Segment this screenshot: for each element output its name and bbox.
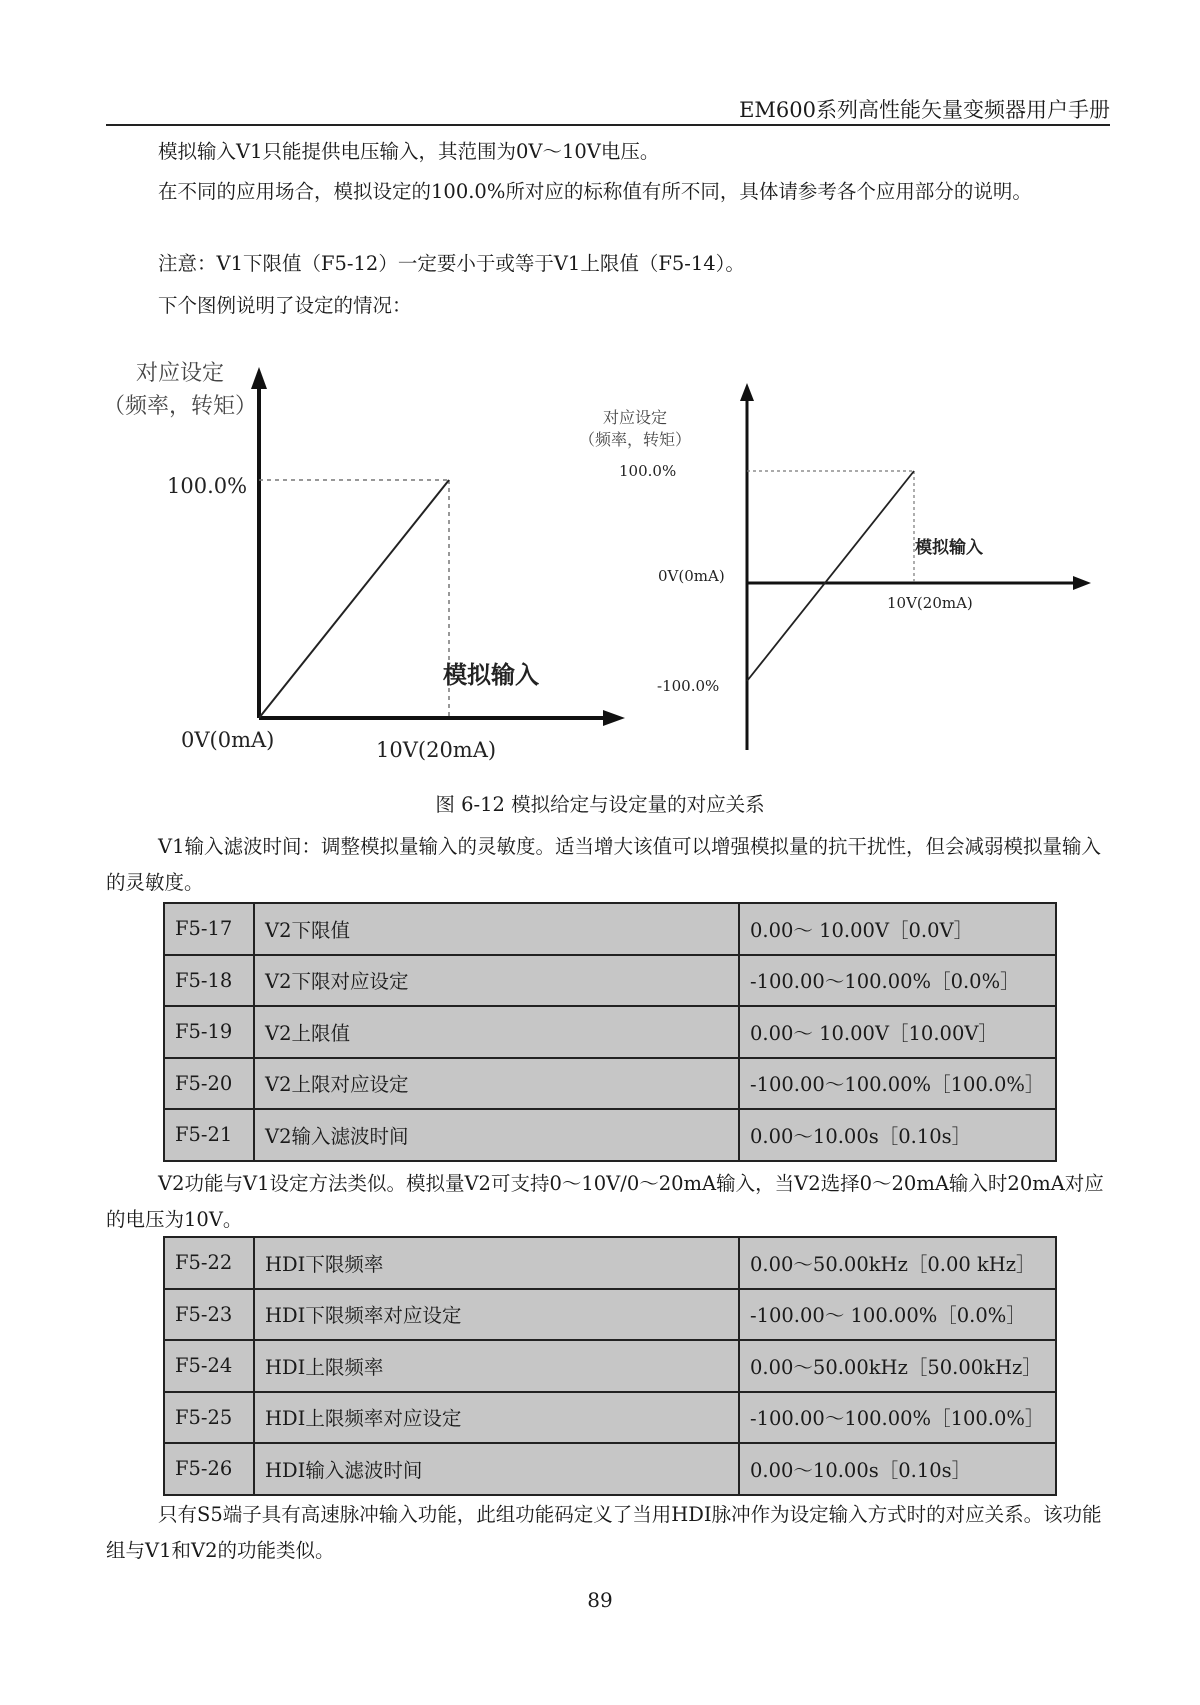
paragraph-nominal-value: 在不同的应用场合，模拟设定的100.0%所对应的标称值有所不同，具体请参考各个应用部分的说明。: [158, 180, 1032, 203]
figure-left: [103, 361, 625, 762]
param-range: -100.00～100.00%［100.0%］: [739, 1392, 1056, 1444]
param-range: 0.00～50.00kHz［50.00kHz］: [739, 1340, 1056, 1392]
table-row: [164, 1058, 1056, 1110]
v2-parameter-table: [163, 902, 1057, 1162]
table-row: [164, 1289, 1056, 1341]
param-range: 0.00～50.00kHz［0.00 kHz］: [739, 1237, 1056, 1289]
table-row: [164, 1109, 1056, 1161]
param-name: V2下限对应设定: [254, 955, 739, 1007]
param-name: V2上限对应设定: [254, 1058, 739, 1110]
paragraph-v1-range: 模拟输入V1只能提供电压输入，其范围为0V～10V电压。: [158, 140, 660, 163]
figure-caption: 图 6-12 模拟给定与设定量的对应关系: [435, 793, 765, 816]
param-range: 0.00～ 10.00V［0.0V］: [739, 903, 1056, 955]
table-row: [164, 903, 1056, 955]
param-code: F5-26: [164, 1443, 254, 1495]
table-row: [164, 1237, 1056, 1289]
figure-analog-mapping: [95, 361, 1105, 775]
table-row: [164, 1340, 1056, 1392]
param-name: HDI输入滤波时间: [254, 1443, 739, 1495]
param-code: F5-20: [164, 1058, 254, 1110]
table-row: [164, 955, 1056, 1007]
right-y-title-line2: （频率，转矩）: [578, 430, 692, 449]
param-name: HDI上限频率: [254, 1340, 739, 1392]
left-x-max-label: 10V(20mA): [376, 738, 497, 762]
left-x-min-label: 0V(0mA): [181, 728, 275, 752]
left-x-arrow: [603, 710, 625, 726]
right-y-min-label: -100.0%: [657, 677, 720, 695]
right-x-max-label: 10V(20mA): [887, 594, 973, 612]
hdi-parameter-table: [163, 1236, 1057, 1496]
paragraph-v1-filter: V1输入滤波时间：调整模拟量输入的灵敏度。适当增大该值可以增强模拟量的抗干扰性，但会减弱模拟量输入的灵敏度。: [106, 835, 1101, 894]
param-name: HDI下限频率: [254, 1237, 739, 1289]
left-y-max-label: 100.0%: [167, 474, 248, 498]
right-y-zero-label: 0V(0mA): [658, 567, 725, 585]
right-y-arrow: [740, 383, 754, 401]
left-y-title-line2: （频率，转矩）: [102, 394, 258, 419]
param-name: HDI上限频率对应设定: [254, 1392, 739, 1444]
table-row: [164, 1443, 1056, 1495]
right-mapping-line: [747, 471, 914, 681]
left-y-title-line1: 对应设定: [135, 361, 225, 386]
paragraph-hdi: 只有S5端子具有高速脉冲输入功能，此组功能码定义了当用HDI脉冲作为设定输入方式时的对应关系。该功能组与V1和V2的功能类似。: [106, 1503, 1102, 1562]
param-range: 0.00～10.00s［0.10s］: [739, 1109, 1056, 1161]
param-range: -100.00～100.00%［0.0%］: [739, 955, 1056, 1007]
param-code: F5-19: [164, 1006, 254, 1058]
param-name: HDI下限频率对应设定: [254, 1289, 739, 1341]
param-code: F5-23: [164, 1289, 254, 1341]
right-y-max-label: 100.0%: [619, 462, 677, 480]
param-range: -100.00～ 100.00%［0.0%］: [739, 1289, 1056, 1341]
param-code: F5-24: [164, 1340, 254, 1392]
param-code: F5-18: [164, 955, 254, 1007]
running-header: [106, 88, 1110, 126]
figure-right: [579, 383, 1091, 750]
param-name: V2下限值: [254, 903, 739, 955]
table-row: [164, 1006, 1056, 1058]
left-mapping-line: [259, 480, 449, 718]
right-x-arrow: [1073, 576, 1091, 590]
param-range: 0.00～10.00s［0.10s］: [739, 1443, 1056, 1495]
left-y-arrow: [251, 367, 267, 389]
paragraph-figure-intro: 下个图例说明了设定的情况：: [158, 294, 412, 317]
right-x-title: 模拟输入: [915, 538, 983, 558]
page-number: 89: [587, 1588, 613, 1612]
param-code: F5-21: [164, 1109, 254, 1161]
param-range: -100.00～100.00%［100.0%］: [739, 1058, 1056, 1110]
table-row: [164, 1392, 1056, 1444]
param-range: 0.00～ 10.00V［10.00V］: [739, 1006, 1056, 1058]
manual-title: EM600系列高性能矢量变频器用户手册: [739, 98, 1110, 122]
param-name: V2上限值: [254, 1006, 739, 1058]
param-code: F5-17: [164, 903, 254, 955]
right-y-title-line1: 对应设定: [602, 408, 668, 427]
paragraph-v2: V2功能与V1设定方法类似。模拟量V2可支持0～10V/0～20mA输入，当V2选择0～20mA输入时20mA对应的电压为10V。: [106, 1172, 1104, 1231]
param-code: F5-22: [164, 1237, 254, 1289]
paragraph-note: 注意：V1下限值（F5-12）一定要小于或等于V1上限值（F5-14）。: [158, 252, 745, 275]
param-name: V2输入滤波时间: [254, 1109, 739, 1161]
param-code: F5-25: [164, 1392, 254, 1444]
left-x-title: 模拟输入: [443, 660, 539, 689]
